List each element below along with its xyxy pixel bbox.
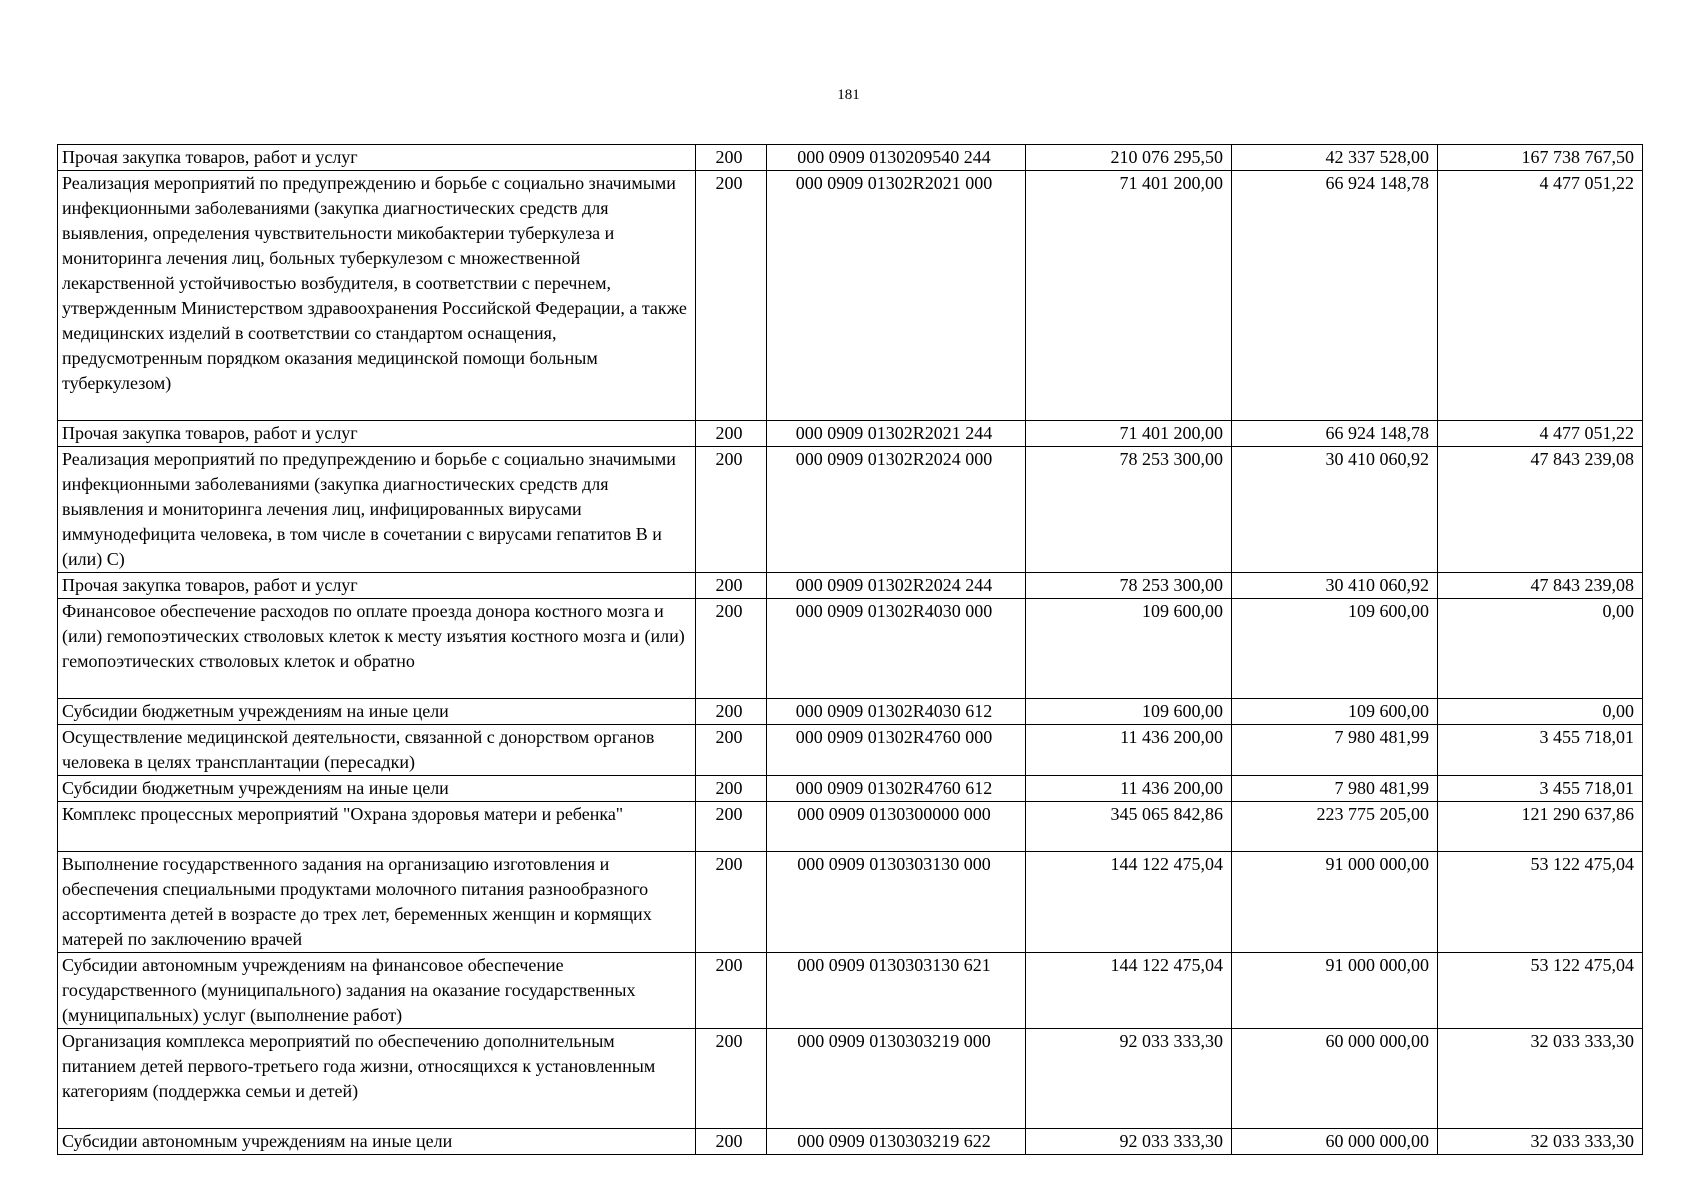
row-code-cell: 200	[696, 421, 767, 447]
row-approved-cell: 11 436 200,00	[1026, 776, 1232, 802]
row-remaining-cell: 4 477 051,22	[1438, 421, 1643, 447]
row-code-cell: 200	[696, 145, 767, 171]
row-approved-cell: 92 033 333,30	[1026, 1029, 1232, 1129]
row-bk-cell: 000 0909 01302R2024 000	[767, 447, 1026, 573]
row-executed-cell: 7 980 481,99	[1232, 776, 1438, 802]
row-name-cell: Реализация мероприятий по предупреждению и борьбе с социально значимыми инфекционными заболеваниями (закупка диагностических средств для выявления и мониторинга лечения лиц, инфицированных вирусами иммунодефицита человека, в том числе в сочетании с вирусами гепатитов B и (или) C)	[58, 447, 696, 573]
row-executed-cell: 91 000 000,00	[1232, 852, 1438, 953]
row-name-cell: Субсидии автономным учреждениям на иные цели	[58, 1129, 696, 1155]
row-approved-cell: 92 033 333,30	[1026, 1129, 1232, 1155]
row-executed-cell: 42 337 528,00	[1232, 145, 1438, 171]
row-bk-cell: 000 0909 0130303130 621	[767, 953, 1026, 1029]
row-remaining-cell: 47 843 239,08	[1438, 573, 1643, 599]
row-name-cell: Прочая закупка товаров, работ и услуг	[58, 573, 696, 599]
row-bk-cell: 000 0909 01302R2024 244	[767, 573, 1026, 599]
table-row	[58, 725, 1643, 776]
row-code-cell: 200	[696, 573, 767, 599]
row-approved-cell: 345 065 842,86	[1026, 802, 1232, 852]
row-executed-cell: 66 924 148,78	[1232, 171, 1438, 421]
row-remaining-cell: 167 738 767,50	[1438, 145, 1643, 171]
table-row	[58, 171, 1643, 421]
row-remaining-cell: 0,00	[1438, 599, 1643, 699]
row-approved-cell: 71 401 200,00	[1026, 171, 1232, 421]
table-row	[58, 421, 1643, 447]
row-approved-cell: 144 122 475,04	[1026, 953, 1232, 1029]
row-code-cell: 200	[696, 953, 767, 1029]
table-row	[58, 145, 1643, 171]
row-remaining-cell: 32 033 333,30	[1438, 1129, 1643, 1155]
row-bk-cell: 000 0909 01302R2021 244	[767, 421, 1026, 447]
row-bk-cell: 000 0909 01302R4760 000	[767, 725, 1026, 776]
row-bk-cell: 000 0909 0130209540 244	[767, 145, 1026, 171]
row-code-cell: 200	[696, 699, 767, 725]
row-name-cell: Субсидии бюджетным учреждениям на иные цели	[58, 776, 696, 802]
row-approved-cell: 109 600,00	[1026, 599, 1232, 699]
row-bk-cell: 000 0909 01302R4760 612	[767, 776, 1026, 802]
row-remaining-cell: 121 290 637,86	[1438, 802, 1643, 852]
row-code-cell: 200	[696, 599, 767, 699]
table-row	[58, 1129, 1643, 1155]
row-executed-cell: 109 600,00	[1232, 699, 1438, 725]
row-executed-cell: 223 775 205,00	[1232, 802, 1438, 852]
row-executed-cell: 60 000 000,00	[1232, 1129, 1438, 1155]
row-name-cell: Субсидии автономным учреждениям на финансовое обеспечение государственного (муниципального) задания на оказание государственных (муниципальных) услуг (выполнение работ)	[58, 953, 696, 1029]
row-remaining-cell: 47 843 239,08	[1438, 447, 1643, 573]
row-approved-cell: 210 076 295,50	[1026, 145, 1232, 171]
row-bk-cell: 000 0909 0130303219 622	[767, 1129, 1026, 1155]
row-remaining-cell: 3 455 718,01	[1438, 725, 1643, 776]
row-name-cell: Прочая закупка товаров, работ и услуг	[58, 421, 696, 447]
row-approved-cell: 78 253 300,00	[1026, 447, 1232, 573]
row-remaining-cell: 3 455 718,01	[1438, 776, 1643, 802]
row-name-cell: Комплекс процессных мероприятий "Охрана здоровья матери и ребенка"	[58, 802, 696, 852]
row-executed-cell: 60 000 000,00	[1232, 1029, 1438, 1129]
row-code-cell: 200	[696, 852, 767, 953]
page-number: 181	[837, 87, 860, 103]
row-approved-cell: 109 600,00	[1026, 699, 1232, 725]
table-row	[58, 599, 1643, 699]
row-remaining-cell: 53 122 475,04	[1438, 852, 1643, 953]
row-name-cell: Организация комплекса мероприятий по обеспечению дополнительным питанием детей первого-третьего года жизни, относящихся к установленным категориям (поддержка семьи и детей)	[58, 1029, 696, 1129]
budget-table	[57, 144, 1643, 1155]
table-row	[58, 776, 1643, 802]
row-bk-cell: 000 0909 0130300000 000	[767, 802, 1026, 852]
row-bk-cell: 000 0909 01302R4030 612	[767, 699, 1026, 725]
row-approved-cell: 71 401 200,00	[1026, 421, 1232, 447]
row-approved-cell: 78 253 300,00	[1026, 573, 1232, 599]
row-executed-cell: 30 410 060,92	[1232, 447, 1438, 573]
table-row	[58, 953, 1643, 1029]
row-remaining-cell: 32 033 333,30	[1438, 1029, 1643, 1129]
row-bk-cell: 000 0909 01302R2021 000	[767, 171, 1026, 421]
row-executed-cell: 91 000 000,00	[1232, 953, 1438, 1029]
row-name-cell: Финансовое обеспечение расходов по оплате проезда донора костного мозга и (или) гемопоэтических стволовых клеток к месту изъятия костного мозга и (или) гемопоэтических стволовых клеток и обратно	[58, 599, 696, 699]
row-approved-cell: 144 122 475,04	[1026, 852, 1232, 953]
row-code-cell: 200	[696, 776, 767, 802]
row-name-cell: Субсидии бюджетным учреждениям на иные цели	[58, 699, 696, 725]
row-executed-cell: 30 410 060,92	[1232, 573, 1438, 599]
table-row	[58, 852, 1643, 953]
row-executed-cell: 7 980 481,99	[1232, 725, 1438, 776]
row-name-cell: Прочая закупка товаров, работ и услуг	[58, 145, 696, 171]
row-remaining-cell: 53 122 475,04	[1438, 953, 1643, 1029]
row-approved-cell: 11 436 200,00	[1026, 725, 1232, 776]
row-code-cell: 200	[696, 802, 767, 852]
row-remaining-cell: 0,00	[1438, 699, 1643, 725]
row-code-cell: 200	[696, 1129, 767, 1155]
table-row	[58, 573, 1643, 599]
row-code-cell: 200	[696, 725, 767, 776]
row-bk-cell: 000 0909 0130303130 000	[767, 852, 1026, 953]
table-row	[58, 699, 1643, 725]
row-code-cell: 200	[696, 447, 767, 573]
row-bk-cell: 000 0909 0130303219 000	[767, 1029, 1026, 1129]
row-remaining-cell: 4 477 051,22	[1438, 171, 1643, 421]
row-executed-cell: 109 600,00	[1232, 599, 1438, 699]
row-bk-cell: 000 0909 01302R4030 000	[767, 599, 1026, 699]
row-code-cell: 200	[696, 171, 767, 421]
row-name-cell: Осуществление медицинской деятельности, связанной с донорством органов человека в целях трансплантации (пересадки)	[58, 725, 696, 776]
row-code-cell: 200	[696, 1029, 767, 1129]
table-row	[58, 1029, 1643, 1129]
row-executed-cell: 66 924 148,78	[1232, 421, 1438, 447]
table-row	[58, 447, 1643, 573]
row-name-cell: Реализация мероприятий по предупреждению и борьбе с социально значимыми инфекционными заболеваниями (закупка диагностических средств для выявления, определения чувствительности микобактерии туберкулеза и мониторинга лечения лиц, больных туберкулезом с множественной лекарственной устойчивостью возбудителя, в соответствии с перечнем, утвержденным Министерством здравоохранения Российской Федерации, а также медицинских изделий в соответствии со стандартом оснащения, предусмотренным порядком оказания медицинской помощи больным туберкулезом)	[58, 171, 696, 421]
table-row	[58, 802, 1643, 852]
row-name-cell: Выполнение государственного задания на организацию изготовления и обеспечения специальными продуктами молочного питания разнообразного ассортимента детей в возрасте до трех лет, беременных женщин и кормящих матерей по заключению врачей	[58, 852, 696, 953]
